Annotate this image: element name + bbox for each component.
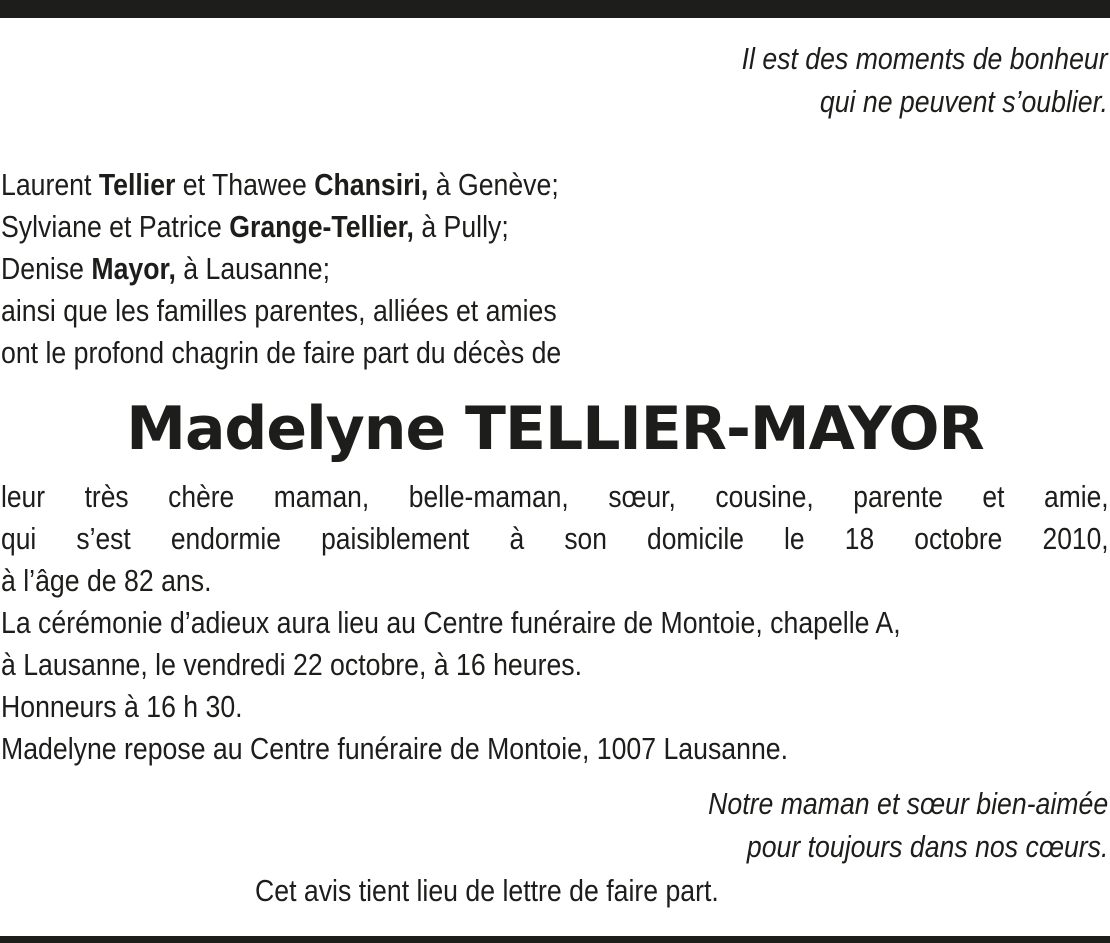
- intro-line-1: ainsi que les familles parentes, alliées et amies: [1, 293, 557, 328]
- family-surname: Tellier: [98, 167, 176, 202]
- family-first-names: Denise: [1, 251, 92, 286]
- epigraph-line-2: qui ne peuvent s’oublier.: [819, 84, 1108, 119]
- family-surname: Chansiri,: [314, 167, 429, 202]
- family-first-names: Sylviane et Patrice: [1, 209, 230, 244]
- body-line-1-text: leur très chère maman, belle-maman, sœur, cousine, parente et amie,: [1, 479, 1109, 514]
- deceased-name: Madelyne TELLIER-MAYOR: [126, 394, 984, 464]
- family-place: à Lausanne;: [175, 251, 331, 286]
- closing-quote-line-1: Notre maman et sœur bien-aimée: [707, 786, 1108, 821]
- body-line-3: à l’âge de 82 ans.: [1, 563, 212, 598]
- family-line-2: [1, 206, 509, 248]
- family-line-1: [1, 164, 559, 206]
- body-line-5: à Lausanne, le vendredi 22 octobre, à 16 heures.: [1, 647, 583, 682]
- body-line-6: Honneurs à 16 h 30.: [1, 689, 243, 724]
- body-line-1: [1, 476, 1108, 518]
- body-line-4: La cérémonie d’adieux aura lieu au Centre funéraire de Montoie, chapelle A,: [1, 605, 901, 640]
- notice-text: Cet avis tient lieu de lettre de faire part.: [255, 873, 719, 908]
- family-place: à Pully;: [413, 209, 509, 244]
- family-connector: et Thawee: [175, 167, 315, 202]
- epigraph-line-1: Il est des moments de bonheur: [741, 41, 1108, 76]
- family-line-3: [1, 248, 330, 290]
- family-first-names: Laurent: [1, 167, 99, 202]
- closing-quote-line-2: pour toujours dans nos cœurs.: [746, 829, 1108, 864]
- bottom-border-rule: [0, 936, 1110, 943]
- intro-line-2: ont le profond chagrin de faire part du décès de: [1, 335, 562, 370]
- family-surname: Mayor,: [91, 251, 176, 286]
- body-line-2-text: qui s’est endormie paisiblement à son domicile le 18 octobre 2010,: [1, 521, 1109, 556]
- family-surname: Grange-Tellier,: [229, 209, 414, 244]
- family-place: à Genève;: [428, 167, 559, 202]
- top-border-rule: [0, 0, 1110, 18]
- body-line-2: [1, 518, 1108, 560]
- body-line-7: Madelyne repose au Centre funéraire de Montoie, 1007 Lausanne.: [1, 731, 789, 766]
